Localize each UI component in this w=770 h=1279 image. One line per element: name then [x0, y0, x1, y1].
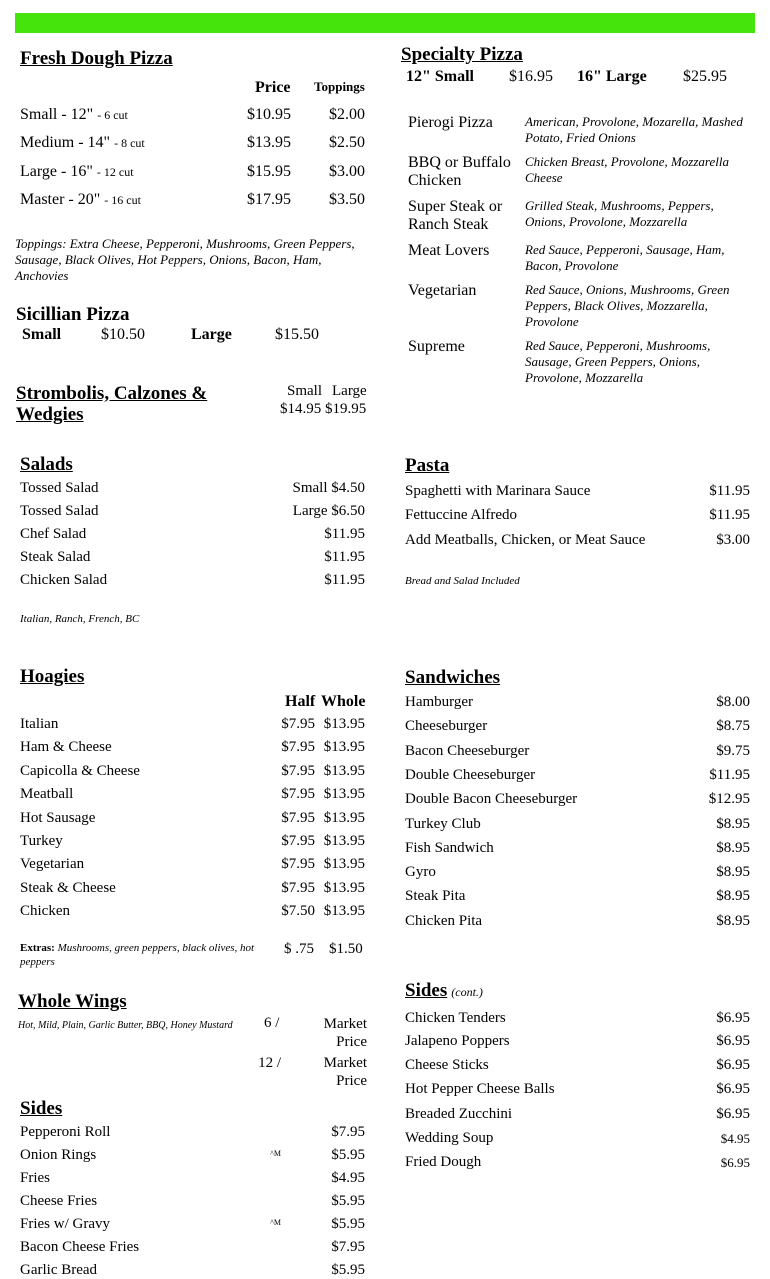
strombolis-large-label: Large [332, 383, 367, 399]
item-price: Small $4.50 [292, 480, 365, 496]
specialty-item-name: Vegetarian [408, 282, 477, 299]
menu-item [20, 1170, 365, 1192]
item-name: Medium - 14" [20, 134, 111, 151]
menu-item [20, 191, 365, 213]
item-price: $3.00 [716, 532, 750, 548]
item-price: $8.75 [716, 718, 750, 734]
menu-item [20, 1124, 365, 1146]
item-name: Fettuccine Alfredo [405, 507, 518, 523]
item-name: Chicken Tenders [405, 1010, 506, 1026]
extras-half-price: $ .75 [284, 941, 314, 957]
menu-item [20, 1262, 365, 1278]
item-price: $15.95 [247, 163, 291, 180]
item-topping-price: $3.50 [329, 191, 365, 208]
wings-title: Whole Wings [18, 991, 127, 1012]
item-whole-price: $13.95 [323, 903, 365, 919]
strombolis-small-price: $14.95 [280, 401, 322, 417]
header-accent-bar [15, 13, 755, 33]
item-price: $6.95 [716, 1081, 750, 1097]
extras-label: Extras: [20, 942, 55, 954]
item-price: $6.95 [720, 1155, 750, 1170]
menu-item [20, 810, 365, 832]
item-whole-price: $13.95 [323, 716, 365, 732]
sides-title: Sides [20, 1098, 63, 1119]
item-name: Cheeseburger [405, 718, 488, 734]
item-name: Small - 12" [20, 106, 94, 123]
specialty-title: Specialty Pizza [401, 44, 523, 65]
sicilian-small-label: Small [22, 326, 62, 343]
item-name: Hot Sausage [20, 810, 96, 826]
item-mark: ^M [270, 1218, 281, 1227]
sicilian-large-label: Large [191, 326, 232, 343]
extras-whole-price: $1.50 [329, 941, 363, 957]
item-name: Master - 20" [20, 191, 101, 208]
menu-item [405, 888, 750, 910]
specialty-item-desc: Chicken Breast, Provolone, Mozzarella Cheese [525, 154, 729, 185]
item-name: Capicolla & Cheese [20, 763, 140, 779]
item-name: Garlic Bread [20, 1262, 98, 1278]
item-name: Onion Rings [20, 1147, 97, 1163]
item-price: $5.95 [331, 1262, 365, 1278]
item-price: Large $6.50 [292, 503, 365, 519]
menu-item [20, 903, 365, 925]
menu-item [405, 791, 750, 813]
wings-option-2-price: Market Price [323, 1055, 367, 1089]
menu-item [405, 1106, 750, 1128]
item-price: $11.95 [324, 526, 365, 542]
menu-item [405, 743, 750, 765]
item-name: Turkey [20, 833, 63, 849]
item-price: $13.95 [247, 134, 291, 151]
menu-item [405, 532, 750, 554]
item-price: $8.95 [716, 913, 750, 929]
item-name: Hot Pepper Cheese Balls [405, 1081, 555, 1097]
specialty-large-price: $25.95 [683, 68, 727, 85]
item-whole-price: $13.95 [323, 856, 365, 872]
item-price: $9.75 [716, 743, 750, 759]
extras-text: Mushrooms, green peppers, black olives, hot peppers [20, 942, 255, 968]
specialty-item-name: Meat Lovers [408, 242, 490, 259]
menu-item [405, 816, 750, 838]
item-price: $11.95 [709, 507, 750, 523]
item-price: $6.95 [716, 1033, 750, 1049]
menu-item [20, 716, 365, 738]
menu-item [20, 572, 365, 594]
item-name: Gyro [405, 864, 436, 880]
menu-item [405, 1010, 750, 1032]
item-price: $6.95 [716, 1106, 750, 1122]
item-name: Double Bacon Cheeseburger [405, 791, 578, 807]
item-price: $8.95 [716, 840, 750, 856]
item-whole-price: $13.95 [323, 763, 365, 779]
menu-item [20, 134, 365, 156]
hoagie-extras [20, 941, 265, 969]
item-name: Chicken [20, 903, 70, 919]
menu-item [20, 833, 365, 855]
specialty-item-name: Supreme [408, 338, 465, 355]
item-name: Spaghetti with Marinara Sauce [405, 483, 591, 499]
item-name: Steak Pita [405, 888, 466, 904]
sides-cont-title: Sides [405, 980, 448, 1001]
item-half-price: $7.95 [281, 880, 315, 896]
menu-item [405, 483, 750, 505]
fresh-dough-col-price: Price [255, 79, 291, 96]
item-name: Steak & Cheese [20, 880, 116, 896]
item-mark: ^M [270, 1149, 281, 1158]
wings-option-1-count: 6 / [264, 1015, 280, 1031]
item-price: $11.95 [324, 549, 365, 565]
specialty-item-desc: Red Sauce, Onions, Mushrooms, Green Peppers, Black Olives, Mozzarella, Provolone [525, 282, 730, 329]
menu-item [405, 864, 750, 886]
item-price: $7.95 [331, 1124, 365, 1140]
pasta-note: Bread and Salad Included [405, 575, 520, 587]
sandwiches-title: Sandwiches [405, 667, 501, 688]
item-name: Fish Sandwich [405, 840, 494, 856]
item-whole-price: $13.95 [323, 786, 365, 802]
sicilian-large-price: $15.50 [275, 326, 319, 343]
item-name: Wedding Soup [405, 1130, 494, 1146]
specialty-small-label: 12" Small [406, 68, 474, 85]
item-name: Bacon Cheeseburger [405, 743, 530, 759]
item-name: Italian [20, 716, 59, 732]
item-name: Fries [20, 1170, 50, 1186]
menu-item [20, 503, 365, 525]
menu-item [20, 786, 365, 808]
item-name: Cheese Sticks [405, 1057, 489, 1073]
specialty-small-price: $16.95 [509, 68, 553, 85]
item-price: $11.95 [324, 572, 365, 588]
strombolis-title: Strombolis, Calzones & Wedgies [16, 383, 208, 425]
fresh-dough-title: Fresh Dough Pizza [20, 48, 173, 69]
item-price: $5.95 [331, 1193, 365, 1209]
item-price: $8.95 [716, 864, 750, 880]
item-price: $8.95 [716, 816, 750, 832]
salads-title: Salads [20, 454, 73, 475]
item-half-price: $7.95 [281, 810, 315, 826]
specialty-item-desc: American, Provolone, Mozarella, Mashed Potato, Fried Onions [525, 114, 743, 145]
item-name: Large - 16" [20, 163, 93, 180]
menu-item [20, 763, 365, 785]
menu-item [405, 1057, 750, 1079]
item-name: Ham & Cheese [20, 739, 112, 755]
menu-item [405, 767, 750, 789]
item-name: Steak Salad [20, 549, 91, 565]
item-name: Bacon Cheese Fries [20, 1239, 140, 1255]
strombolis-small-label: Small [287, 383, 323, 399]
item-name: Hamburger [405, 694, 474, 710]
item-note: - 8 cut [114, 136, 145, 150]
sicilian-small-price: $10.50 [101, 326, 145, 343]
item-half-price: $7.95 [281, 763, 315, 779]
item-name: Jalapeno Poppers [405, 1033, 510, 1049]
item-name: Tossed Salad [20, 480, 99, 496]
sicilian-title: Sicillian Pizza [16, 304, 130, 325]
item-whole-price: $13.95 [323, 810, 365, 826]
specialty-large-label: 16" Large [577, 68, 647, 85]
item-topping-price: $2.00 [329, 106, 365, 123]
item-price: $5.95 [331, 1147, 365, 1163]
menu-item [20, 549, 365, 571]
wings-option-2-count: 12 / [258, 1055, 281, 1071]
item-name: Chicken Pita [405, 913, 483, 929]
item-whole-price: $13.95 [323, 833, 365, 849]
item-price: $10.95 [247, 106, 291, 123]
item-topping-price: $3.00 [329, 163, 365, 180]
item-price: $5.95 [331, 1216, 365, 1232]
item-name: Double Cheeseburger [405, 767, 536, 783]
item-price: $11.95 [709, 767, 750, 783]
menu-item [20, 1147, 365, 1169]
menu-item [20, 1193, 365, 1215]
menu-item [405, 718, 750, 740]
menu-item [20, 480, 365, 502]
menu-item [20, 1216, 365, 1238]
item-name: Chicken Salad [20, 572, 108, 588]
menu-item [405, 694, 750, 716]
menu-item [20, 880, 365, 902]
specialty-item-name: Super Steak or Ranch Steak [408, 198, 503, 233]
menu-item [20, 526, 365, 548]
item-name: Tossed Salad [20, 503, 99, 519]
specialty-item-desc: Red Sauce, Pepperoni, Sausage, Ham, Bacon, Provolone [525, 242, 725, 273]
item-name: Chef Salad [20, 526, 87, 542]
item-name: Fries w/ Gravy [20, 1216, 110, 1232]
pasta-title: Pasta [405, 455, 450, 476]
specialty-item-desc: Grilled Steak, Mushrooms, Peppers, Onions, Provolone, Mozzarella [525, 198, 714, 229]
wings-option-1-price: Market Price [323, 1016, 367, 1050]
item-half-price: $7.95 [281, 786, 315, 802]
salad-dressings: Italian, Ranch, French, BC [20, 613, 140, 625]
menu-item [20, 106, 365, 128]
item-half-price: $7.50 [281, 903, 315, 919]
menu-item [405, 1130, 750, 1152]
hoagies-col-whole: Whole [321, 693, 366, 710]
menu-item [20, 163, 365, 185]
item-note: - 12 cut [96, 165, 134, 179]
item-half-price: $7.95 [281, 716, 315, 732]
item-price: $17.95 [247, 191, 291, 208]
item-name: Fried Dough [405, 1154, 482, 1170]
menu-item [405, 1081, 750, 1103]
hoagies-title: Hoagies [20, 666, 85, 687]
item-name: Add Meatballs, Chicken, or Meat Sauce [405, 532, 646, 548]
item-price: $7.95 [331, 1239, 365, 1255]
specialty-item-name: BBQ or Buffalo Chicken [408, 154, 511, 189]
strombolis-large-price: $19.95 [325, 401, 367, 417]
menu-item [405, 507, 750, 529]
item-name: Vegetarian [20, 856, 85, 872]
hoagies-col-half: Half [285, 693, 316, 710]
menu-item [405, 913, 750, 935]
item-price: $11.95 [709, 483, 750, 499]
toppings-note: Toppings: Extra Cheese, Pepperoni, Mushrooms, Green Peppers, Sausage, Black Olives, Hot Peppers, Onions, Bacon, Ham, Anchovies [15, 236, 355, 283]
wings-flavors: Hot, Mild, Plain, Garlic Butter, BBQ, Honey Mustard [18, 1020, 233, 1031]
item-price: $6.95 [716, 1057, 750, 1073]
item-name: Pepperoni Roll [20, 1124, 111, 1140]
item-half-price: $7.95 [281, 856, 315, 872]
item-price: $8.95 [716, 888, 750, 904]
item-note: - 6 cut [97, 108, 128, 122]
fresh-dough-col-toppings: Toppings [314, 79, 365, 94]
item-price: $4.95 [720, 1131, 750, 1146]
menu-item [405, 840, 750, 862]
item-whole-price: $13.95 [323, 739, 365, 755]
item-name: Breaded Zucchini [405, 1106, 513, 1122]
menu-item [20, 1239, 365, 1261]
item-whole-price: $13.95 [323, 880, 365, 896]
item-name: Cheese Fries [20, 1193, 98, 1209]
sides-cont-heading [405, 980, 483, 1002]
item-price: $8.00 [716, 694, 750, 710]
specialty-item-name: Pierogi Pizza [408, 114, 493, 131]
menu-item [20, 856, 365, 878]
item-price: $12.95 [708, 791, 750, 807]
item-note: - 16 cut [104, 193, 141, 207]
item-topping-price: $2.50 [329, 134, 365, 151]
item-price: $4.95 [331, 1170, 365, 1186]
item-half-price: $7.95 [281, 739, 315, 755]
menu-item [20, 739, 365, 761]
menu-item [405, 1154, 750, 1176]
item-name: Turkey Club [405, 816, 481, 832]
sides-cont-suffix: (cont.) [451, 985, 483, 999]
specialty-item-desc: Red Sauce, Pepperoni, Mushrooms, Sausage, Green Peppers, Onions, Provolone, Mozzarella [525, 338, 711, 385]
item-name: Meatball [20, 786, 74, 802]
item-price: $6.95 [716, 1010, 750, 1026]
menu-item [405, 1033, 750, 1055]
item-half-price: $7.95 [281, 833, 315, 849]
